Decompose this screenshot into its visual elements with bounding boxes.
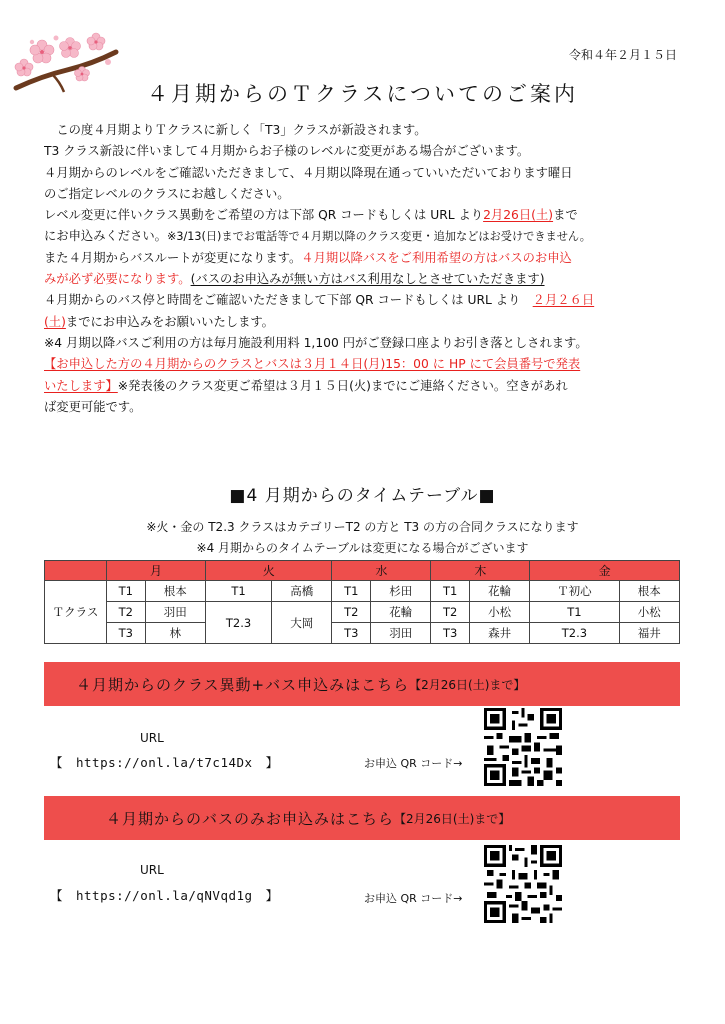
body-line: ４月期からのレベルをご確認いただきまして、４月期以降現在通っていいただいております曜日 <box>44 165 573 180</box>
application-url-link[interactable]: 【 https://onl.la/t7c14Dx 】 <box>50 755 279 770</box>
timetable-header-row <box>45 561 680 581</box>
teacher-cell: 花輪 <box>469 581 529 602</box>
timetable <box>44 560 680 644</box>
teacher-cell: 林 <box>145 623 205 644</box>
class-cell: T1 <box>530 602 619 623</box>
class-cell: T3 <box>107 623 146 644</box>
body-line: いたします】※発表後のクラス変更ご希望は３月１５日(火)までにご連絡ください。空きがあれ <box>44 378 568 393</box>
timetable-note: ※火・金の T2.3 クラスはカテゴリーT2 の方と T3 の方の合同クラスになります <box>146 520 579 534</box>
url-label: URL <box>140 731 164 745</box>
teacher-cell: 小松 <box>469 602 529 623</box>
timetable-title: ■4 月期からのタイムテーブル■ <box>229 486 496 506</box>
teacher-cell: 高橋 <box>272 581 332 602</box>
qr-label: お申込 QR コード→ <box>364 757 463 770</box>
class-cell: T1 <box>332 581 371 602</box>
qr-code-icon[interactable] <box>484 845 562 923</box>
application-url-link[interactable]: 【 https://onl.la/qNVqd1g 】 <box>50 888 279 903</box>
deadline-label: 【2月26日(土)まで】 <box>409 677 526 692</box>
class-cell: T2 <box>107 602 146 623</box>
body-line: のご指定レベルのクラスにお越しください。 <box>44 186 290 201</box>
class-cell: T3 <box>332 623 371 644</box>
teacher-cell: 小松 <box>619 602 679 623</box>
class-cell: Ｔ初心 <box>530 581 619 602</box>
corner-cell <box>45 561 107 581</box>
qr-label: お申込 QR コード→ <box>364 892 463 905</box>
day-header: 月 <box>107 561 206 581</box>
teacher-cell: 羽田 <box>371 623 431 644</box>
day-header: 水 <box>332 561 431 581</box>
url-label: URL <box>140 863 164 877</box>
teacher-cell: 森井 <box>469 623 529 644</box>
day-header: 火 <box>205 561 332 581</box>
class-cell: T2.3 <box>205 602 271 644</box>
body-line: また４月期からバスルートが変更になります。４月期以降バスをご利用希望の方はバスのお申込 <box>44 250 572 265</box>
teacher-cell: 根本 <box>619 581 679 602</box>
announcement-body <box>44 120 684 418</box>
page-title: ４月期からのＴクラスについてのご案内 <box>147 82 578 106</box>
table-row <box>45 581 680 602</box>
class-cell: T1 <box>205 581 271 602</box>
class-cell: T1 <box>107 581 146 602</box>
class-cell: T1 <box>431 581 470 602</box>
qr-code-icon[interactable] <box>484 708 562 786</box>
body-line: ４月期からのバス停と時間をご確認いただきまして下部 QR コードもしくは URL より ２月２６日 <box>44 293 595 308</box>
table-row <box>45 602 680 623</box>
timetable-note: ※4 月期からのタイムテーブルは変更になる場合がございます <box>196 541 529 555</box>
bus-only-application-banner: ４月期からのバスのみお申込みはこちら 【2月26日(土)まで】 <box>44 796 680 840</box>
body-line: みが必ず必要になります。(バスのお申込みが無い方はバス利用なしとさせていただきます) <box>44 272 545 287</box>
day-header: 金 <box>530 561 680 581</box>
teacher-cell: 根本 <box>145 581 205 602</box>
teacher-cell: 羽田 <box>145 602 205 623</box>
body-line: (土)までにお申込みをお願いいたします。 <box>44 314 274 329</box>
body-line: にお申込みください。※3/13(日)までお電話等で４月期以降のクラス変更・追加などはお受けできません。 <box>44 229 591 244</box>
body-line: 【お申込した方の４月期からのクラスとバスは３月１４日(月)15：00 に HP にて会員番号で発表 <box>44 357 581 372</box>
body-line: ば変更可能です。 <box>44 399 142 414</box>
teacher-cell: 杉田 <box>371 581 431 602</box>
class-cell: T2 <box>332 602 371 623</box>
class-bus-application-banner: ４月期からのクラス異動+バス申込みはこちら 【2月26日(土)まで】 <box>44 662 680 706</box>
teacher-cell: 花輪 <box>371 602 431 623</box>
body-line: レベル変更に伴いクラス異動をご希望の方は下部 QR コードもしくは URL より2月26日(土)まで <box>44 208 578 223</box>
table-row <box>45 623 680 644</box>
teacher-cell: 大岡 <box>272 602 332 644</box>
row-header: Ｔクラス <box>45 581 107 644</box>
body-line: ※4 月期以降バスご利用の方は毎月施設利用料 1,100 円がご登録口座よりお引き落としされます。 <box>44 335 588 350</box>
class-cell: T2.3 <box>530 623 619 644</box>
body-line: T3 クラス新設に伴いまして４月期からお子様のレベルに変更がある場合がございます。 <box>44 144 530 159</box>
deadline-label: 【2月26日(土)まで】 <box>394 811 511 826</box>
body-line: この度４月期よりＴクラスに新しく「T3」クラスが新設されます。 <box>56 123 427 137</box>
day-header: 木 <box>431 561 530 581</box>
deadline-highlight: 2月26日(土) <box>483 208 554 223</box>
class-cell: T2 <box>431 602 470 623</box>
issue-date: 令和４年２月１５日 <box>568 48 677 62</box>
deadline-highlight: ２月２６日 <box>532 293 595 308</box>
class-cell: T3 <box>431 623 470 644</box>
teacher-cell: 福井 <box>619 623 679 644</box>
